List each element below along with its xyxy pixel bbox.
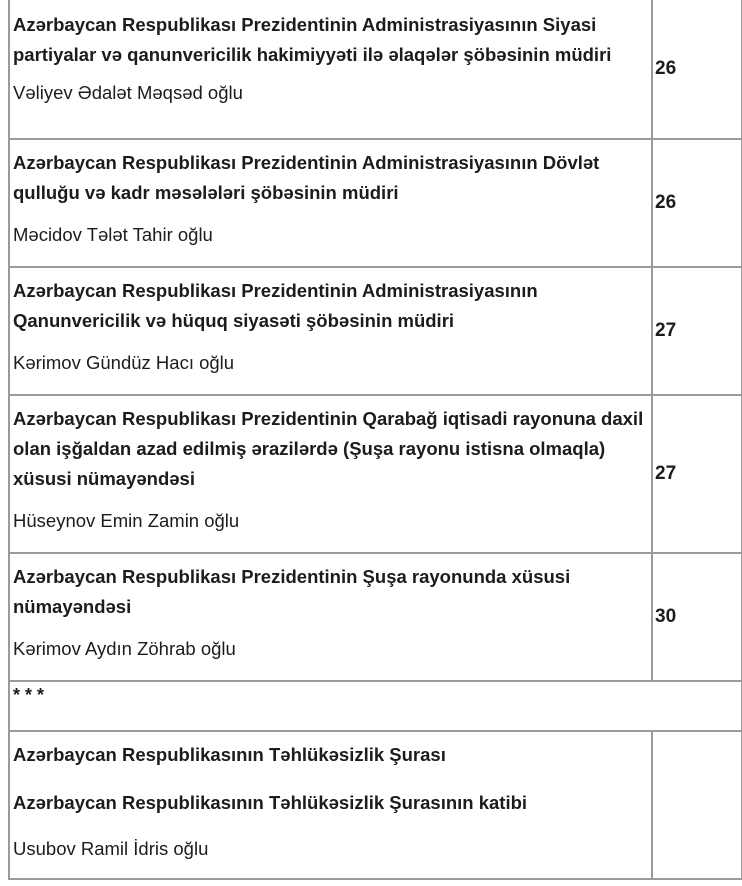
position-title: Azərbaycan Respublikası Prezidentinin Administrasiyasının Dövlət qulluğu və kadr məsələləri şöbəsinin müdiri	[13, 152, 600, 203]
page-number	[652, 731, 742, 879]
position-title: Azərbaycan Respublikasının Təhlükəsizlik Şurasının katibi	[13, 792, 528, 813]
person-name: Məcidov Tələt Tahir oğlu	[13, 224, 213, 245]
position-cell	[9, 731, 652, 879]
person-name: Kərimov Gündüz Hacı oğlu	[13, 352, 235, 373]
table-row	[9, 0, 742, 139]
position-title: Azərbaycan Respublikası Prezidentinin Administrasiyasının Qanunvericilik və hüquq siyasəti şöbəsinin müdiri	[13, 280, 538, 331]
position-title: Azərbaycan Respublikası Prezidentinin Administrasiyasının Siyasi partiyalar və qanunvericilik hakimiyyəti ilə əlaqələr şöbəsinin müdiri	[13, 14, 612, 65]
page-number: 27	[652, 267, 742, 395]
position-cell	[9, 553, 652, 681]
position-cell	[9, 139, 652, 267]
table-row	[9, 395, 742, 553]
position-cell	[9, 267, 652, 395]
person-name: Usubov Ramil İdris oğlu	[13, 838, 209, 859]
separator-row	[9, 681, 742, 731]
position-title: Azərbaycan Respublikası Prezidentinin Şuşa rayonunda xüsusi nümayəndəsi	[13, 566, 571, 617]
position-cell	[9, 0, 652, 139]
page-number: 27	[652, 395, 742, 553]
page-number: 26	[652, 139, 742, 267]
person-name: Vəliyev Ədalət Məqsəd oğlu	[13, 82, 243, 103]
section-heading: Azərbaycan Respublikasının Təhlükəsizlik Şurası	[13, 744, 446, 765]
person-name: Kərimov Aydın Zöhrab oğlu	[13, 638, 236, 659]
person-name: Hüseynov Emin Zamin oğlu	[13, 510, 240, 531]
table-row	[9, 267, 742, 395]
separator-cell	[9, 681, 742, 731]
page-number: 26	[652, 0, 742, 139]
position-cell	[9, 395, 652, 553]
table-row	[9, 139, 742, 267]
position-title: Azərbaycan Respublikası Prezidentinin Qarabağ iqtisadi rayonuna daxil olan işğaldan azad edilmiş ərazilərdə (Şuşa rayonu istisna olmaqla) xüsusi nümayəndəsi	[13, 408, 644, 489]
table-row	[9, 731, 742, 879]
separator-stars: * * *	[13, 685, 45, 705]
page-number: 30	[652, 553, 742, 681]
table-row	[9, 553, 742, 681]
officials-table	[8, 0, 742, 880]
